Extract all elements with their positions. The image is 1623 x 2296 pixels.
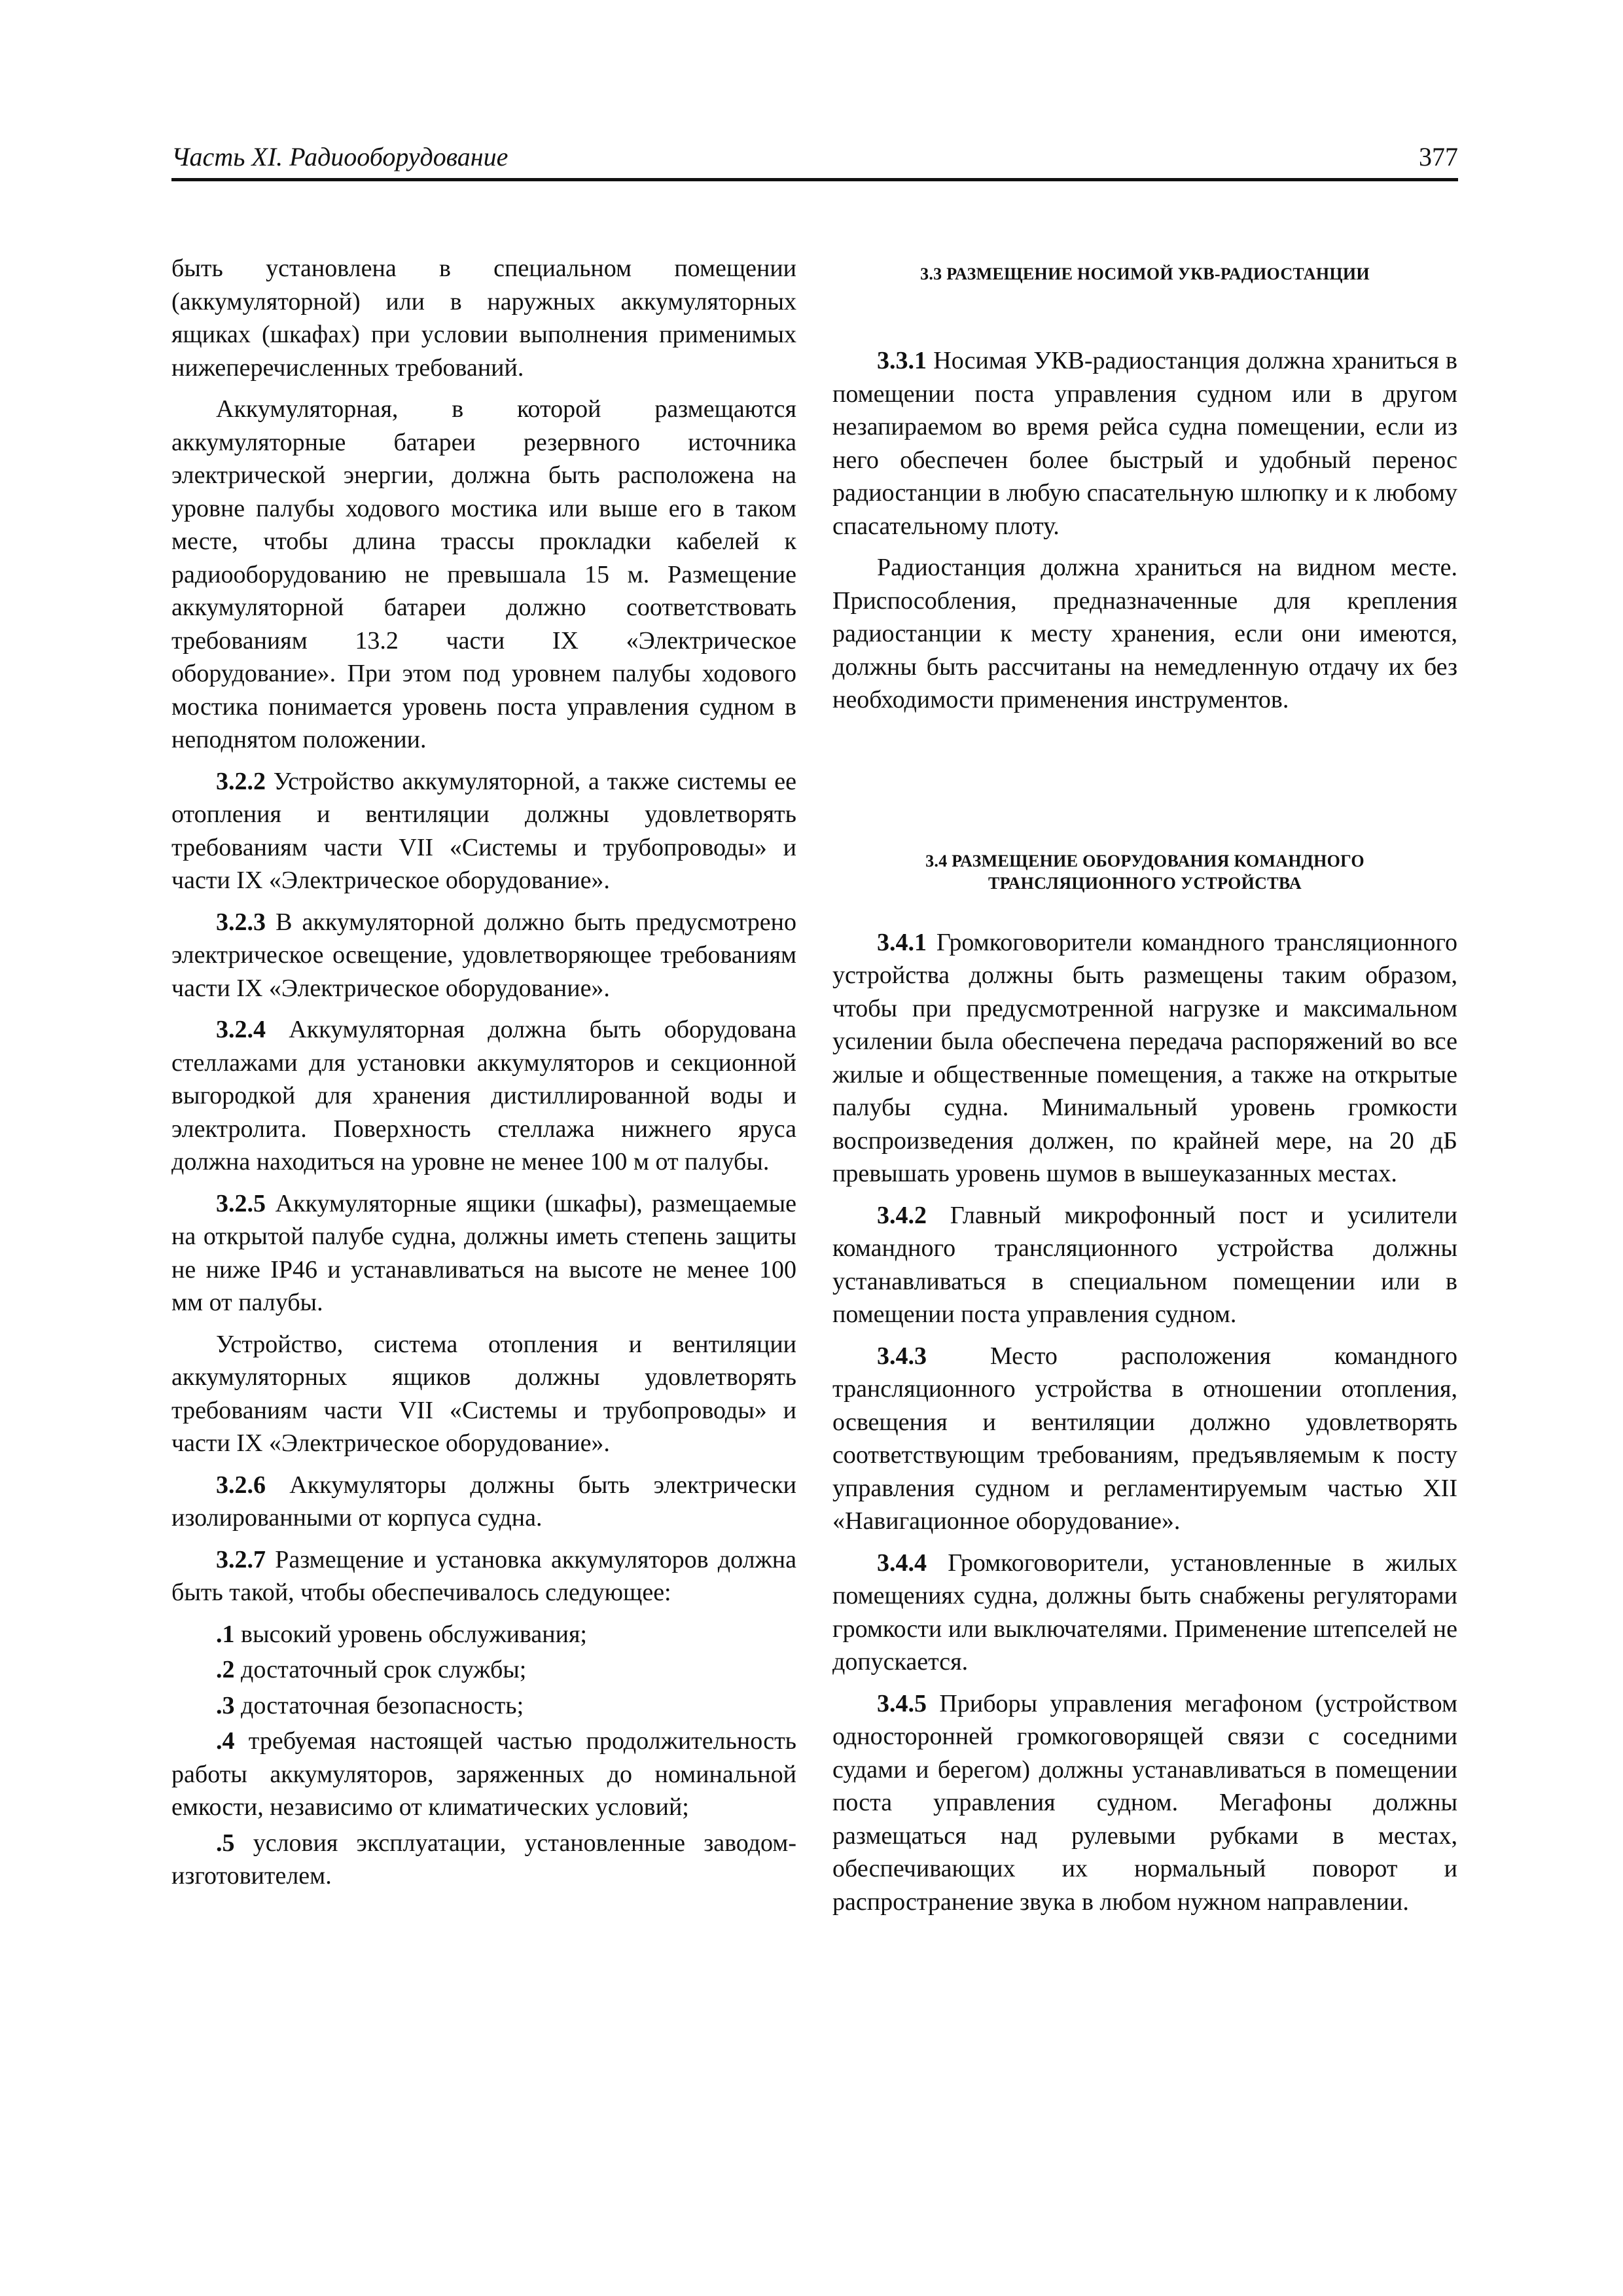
paragraph-text: Устройство аккумуляторной, а также системы ее отопления и вентиляции должны удовлетворять требованиям части VII «Системы и трубопроводы» и части IX «Электрическое оборудование». <box>171 767 796 894</box>
paragraph-text: Место расположения командного трансляционного устройства в отношении отопления, освещения и вентиляции должно удовлетворять соответствующим требованиям, предъявляемым к посту управления судном и регламентируемым частью XII «Навигационное оборудование». <box>832 1342 1457 1535</box>
section-heading-line: 3.4 РАЗМЕЩЕНИЕ ОБОРУДОВАНИЯ КОМАНДНОГО <box>925 851 1364 870</box>
list-item <box>171 1689 796 1723</box>
paragraph <box>832 926 1457 1191</box>
page-number: 377 <box>1419 142 1458 171</box>
header-title: Часть XI. Радиооборудование <box>171 142 508 171</box>
left-column <box>171 252 796 1895</box>
paragraph <box>171 1013 796 1179</box>
paragraph <box>832 1547 1457 1679</box>
paragraph <box>171 393 796 757</box>
list-item-text: высокий уровень обслуживания; <box>241 1620 587 1648</box>
section-heading-3-4 <box>832 850 1457 895</box>
paragraph-text: Главный микрофонный пост и усилители командного трансляционного устройства должны устанавливаться в специальном помещении или в помещении поста управления судном. <box>832 1201 1457 1328</box>
page-header <box>171 139 1458 181</box>
paragraph <box>832 1340 1457 1538</box>
clause-number: 3.3.1 <box>877 347 927 374</box>
clause-number: 3.2.2 <box>216 767 266 795</box>
clause-number: 3.4.5 <box>877 1689 927 1717</box>
paragraph-text: Устройство, система отопления и вентиляции аккумуляторных ящиков должны удовлетворять требованиям части VII «Системы и трубопроводы» и части IX «Электрическое оборудование». <box>171 1330 796 1457</box>
paragraph-text: В аккумуляторной должно быть предусмотрено электрическое освещение, удовлетворяющее требованиям части IX «Электрическое оборудование». <box>171 908 796 1002</box>
right-column <box>832 252 1457 1927</box>
list-item-number: .1 <box>216 1620 235 1648</box>
clause-number: 3.2.6 <box>216 1471 266 1499</box>
paragraph <box>171 1328 796 1460</box>
clause-number: 3.2.7 <box>216 1545 266 1573</box>
clause-number: 3.2.5 <box>216 1189 266 1217</box>
clause-number: 3.4.4 <box>877 1549 927 1577</box>
list-item-text: условия эксплуатации, установленные заводом-изготовителем. <box>171 1829 796 1890</box>
paragraph-text: быть установлена в специальном помещении (аккумуляторной) или в наружных аккумуляторных ящиках (шкафах) при условии выполнения применимых нижеперечисленных требований. <box>171 255 796 382</box>
paragraph-text: Громкоговорители, установленные в жилых помещениях судна, должны быть снабжены регуляторами громкости или выключателями. Применение штепселей не допускается. <box>832 1549 1457 1676</box>
list-item <box>171 1725 796 1824</box>
paragraph <box>171 906 796 1005</box>
clause-number: 3.4.1 <box>877 928 927 956</box>
section-heading-line: ТРАНСЛЯЦИОННОГО УСТРОЙСТВА <box>988 873 1302 893</box>
paragraph-text: Аккумуляторные ящики (шкафы), размещаемые на открытой палубе судна, должны иметь степень защиты не ниже IP46 и устанавливаться на высоте не менее 100 мм от палубы. <box>171 1189 796 1316</box>
paragraph <box>171 1543 796 1609</box>
paragraph <box>832 551 1457 717</box>
paragraph-text: Размещение и установка аккумуляторов должна быть такой, чтобы обеспечивалось следующее: <box>171 1545 797 1606</box>
paragraph <box>832 1687 1457 1919</box>
paragraph-text: Приборы управления мегафоном (устройством односторонней громкоговорящей связи с соседними судами и берегом) должны устанавливаться в помещении поста управления судном. Мегафоны должны размещаться над рулевыми рубками в местах, обеспечивающих их нормальный поворот и распространение звука в любом нужном направлении. <box>832 1689 1457 1916</box>
list-item-number: .3 <box>216 1691 235 1719</box>
list-item <box>171 1618 796 1651</box>
paragraph <box>171 765 796 897</box>
paragraph-text: Аккумуляторная, в которой размещаются аккумуляторные батареи резервного источника электрической энергии, должна быть расположена на уровне палубы ходового мостика или выше его в таком месте, чтобы длина трассы прокладки кабелей к радиооборудованию не превышала 15 м. Размещение аккумуляторной батареи должно соответствовать требованиям 13.2 части IX «Электрическое оборудование». При этом под уровнем палубы ходового мостика понимается уровень поста управления судном в неподнятом положении. <box>171 395 796 753</box>
list-item-text: достаточный срок службы; <box>241 1656 527 1683</box>
paragraph-text: Аккумуляторы должны быть электрически изолированными от корпуса судна. <box>171 1471 796 1532</box>
list-item <box>171 1827 796 1893</box>
paragraph <box>171 1187 796 1319</box>
paragraph <box>171 1469 796 1535</box>
clause-number: 3.2.3 <box>216 908 266 936</box>
clause-number: 3.4.2 <box>877 1201 927 1229</box>
paragraph-text: Радиостанция должна храниться на видном месте. Приспособления, предназначенные для крепления радиостанции к месту хранения, если они имеются, должны быть рассчитаны на немедленную отдачу их без необходимости применения инструментов. <box>832 554 1457 713</box>
list-item-number: .5 <box>216 1829 235 1857</box>
list-item-number: .2 <box>216 1656 235 1683</box>
clause-number: 3.4.3 <box>877 1342 927 1370</box>
section-heading-3-3: 3.3 РАЗМЕЩЕНИЕ НОСИМОЙ УКВ-РАДИОСТАНЦИИ <box>920 264 1370 283</box>
paragraph-text: Носимая УКВ-радиостанция должна храниться в помещении поста управления судном или в другом незапираемом во время рейса судна помещении, если из него обеспечен более быстрый и удобный перенос радиостанции в любую спасательную шлюпку и к любому спасательному плоту. <box>832 347 1457 540</box>
list-item <box>171 1653 796 1687</box>
paragraph <box>171 252 796 384</box>
clause-number: 3.2.4 <box>216 1016 266 1043</box>
paragraph <box>832 1199 1457 1331</box>
paragraph <box>832 344 1457 543</box>
list-item-text: достаточная безопасность; <box>241 1691 524 1719</box>
list-item-text: требуемая настоящей частью продолжительность работы аккумуляторов, заряженных до номинальной емкости, независимо от климатических условий; <box>171 1727 797 1821</box>
paragraph-text: Аккумуляторная должна быть оборудована стеллажами для установки аккумуляторов и секционной выгородкой для хранения дистиллированной воды и электролита. Поверхность стеллажа нижнего яруса должна находиться на уровне не менее 100 м от палубы. <box>171 1016 796 1175</box>
list-item-number: .4 <box>216 1727 235 1755</box>
paragraph-text: Громкоговорители командного трансляционного устройства должны быть размещены таким образом, чтобы при предусмотренной нагрузке и максимальном усилении была обеспечена передача распоряжений во все жилые и общественные помещения, а также на открытые палубы судна. Минимальный уровень громкости воспроизведения должен, по крайней мере, на 20 дБ превышать уровень шумов в вышеуказанных местах. <box>832 928 1458 1187</box>
